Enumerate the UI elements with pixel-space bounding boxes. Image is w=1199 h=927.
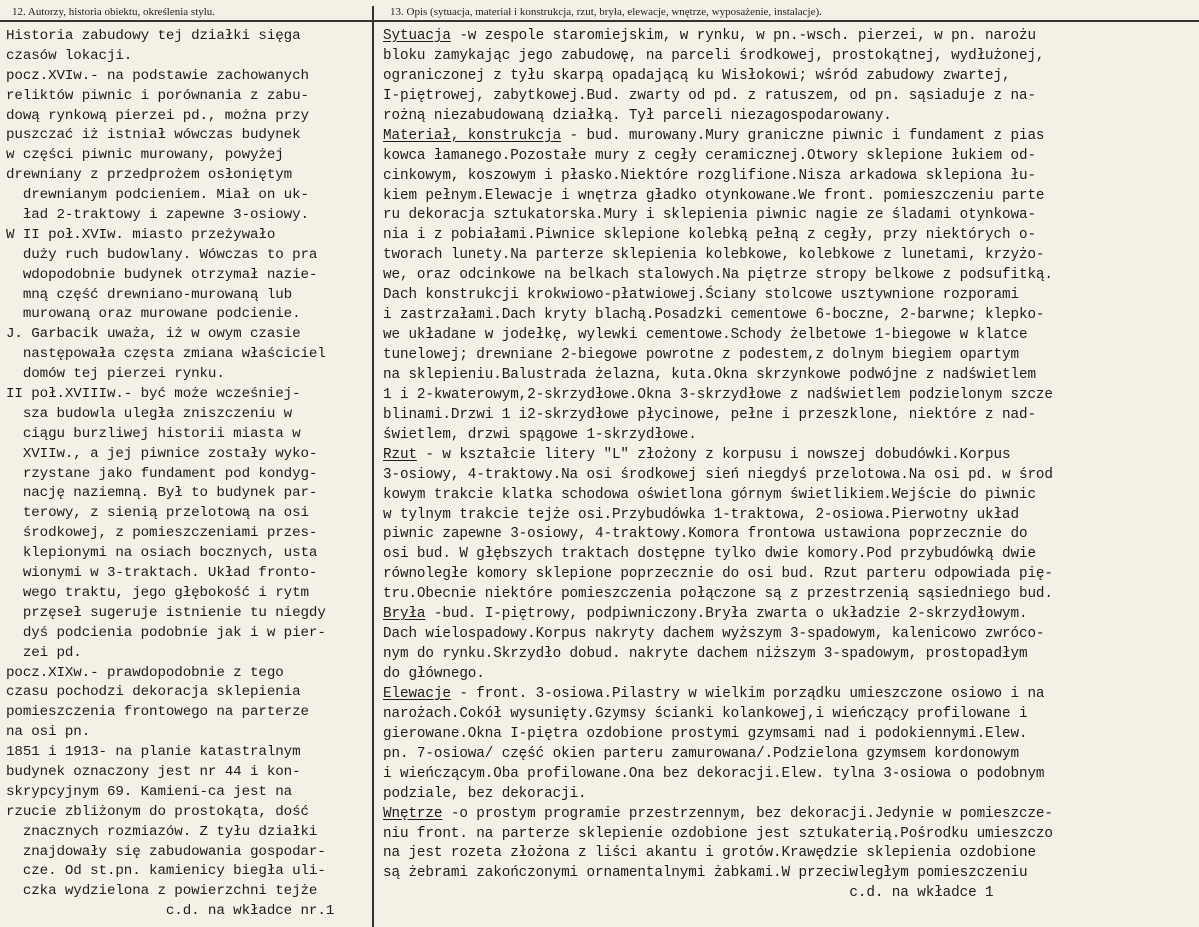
description-text: na jest rozeta złożona z liści akantu i grotów.Krawędzie sklepienia ozdobione	[383, 845, 1036, 862]
section-12-heading: 12. Autorzy, historia obiektu, określenia stylu.	[12, 6, 216, 18]
description-line	[383, 466, 1197, 486]
description-text: tru.Obecnie niektóre pomieszczenia połączone są z przestrzenią sąsiedniego bud.	[383, 586, 1053, 603]
description-line	[383, 27, 1197, 47]
description-text: podziale, bez dekoracji.	[383, 785, 587, 802]
description-line	[383, 346, 1197, 366]
description-text: narożach.Cokół wysunięty.Gzymsy ścianki kolankowej,i wieńczący profilowane i	[383, 705, 1028, 722]
description-line	[383, 246, 1197, 266]
history-line: c.d. na wkładce nr.1	[6, 903, 335, 920]
history-line: budynek oznaczony jest nr 44 i kon-	[6, 763, 301, 780]
description-text: Dach konstrukcji krokwiowo-płatwiowej.Ściany stolcowe usztywnione rozporami	[383, 287, 1019, 304]
history-line: XVIIw., a jej piwnice zostały wyko-	[6, 445, 318, 462]
history-line: duży ruch budowlany. Wówczas to pra	[6, 246, 318, 263]
history-line: II poł.XVIIIw.- być może wcześniej-	[6, 386, 301, 403]
history-line: wego traktu, jego głębokość i rytm	[6, 584, 309, 601]
history-line: rzystane jako fundament pod kondyg-	[6, 465, 318, 482]
description-line	[383, 107, 1197, 127]
description-text: nym do rynku.Skrzydło dobud. nakryte dachem niższym 3-spadowym, prostopadłym	[383, 646, 1028, 663]
history-line: murowaną oraz murowane podcienie.	[6, 306, 301, 323]
description-line	[383, 705, 1197, 725]
description-text: we, oraz odcinkowe na belkach stalowych.Na piętrze stropy belkowe z podsufitką.	[383, 267, 1053, 284]
history-line: W II poł.XVIw. miasto przeżywało	[6, 226, 276, 243]
description-line	[383, 386, 1197, 406]
description-text: Dach wielospadowy.Korpus nakryty dachem wyższym 3-spadowym, kalenicowo zwróco-	[383, 626, 1045, 643]
section-heading: Wnętrze	[383, 805, 443, 822]
description-line	[383, 525, 1197, 545]
description-text: kiem pełnym.Elewacje i wnętrza gładko otynkowane.We front. pomieszczeniu parte	[383, 187, 1045, 204]
column-divider	[372, 6, 374, 927]
description-line	[383, 266, 1197, 286]
history-line: znajdowały się zabudowania gospodar-	[6, 843, 326, 860]
description-line	[383, 585, 1197, 605]
description-line	[383, 486, 1197, 506]
history-line: sza budowla uległa zniszczeniu w	[6, 405, 293, 422]
header-rule	[0, 20, 1199, 22]
description-line	[383, 545, 1197, 565]
description-text: osi bud. W głębszych traktach dostępne tylko dwie komory.Pod przybudówką dwie	[383, 546, 1036, 563]
history-line: pocz.XIXw.- prawdopodobnie z tego	[6, 664, 284, 681]
description-line	[383, 745, 1197, 765]
description-text: równoległe komory sklepione poprzecznie do osi bud. Rzut parteru odpowiada pię-	[383, 566, 1053, 583]
description-line	[383, 725, 1197, 745]
description-text: bloku zamykając jego zabudowę, na parceli środkowej, prostokątnej, wydłużonej,	[383, 47, 1045, 64]
description-text: 1 i 2-kwaterowym,2-skrzydłowe.Okna 3-skrzydłowe z nadświetlem podzielonym szcze	[383, 386, 1053, 403]
history-line: dową rynkową pierzei pd., można przy	[6, 107, 309, 124]
history-line: skrypcyjnym 69. Kamieni-ca jest na	[6, 783, 293, 800]
history-line: środkowej, z pomieszczeniami przes-	[6, 525, 318, 542]
description-text: 3-osiowy, 4-traktowy.Na osi środkowej sień niegdyś przelotowa.Na osi pd. w środ	[383, 466, 1053, 483]
description-line	[383, 825, 1197, 845]
history-line: klepionymi na osiach bocznych, usta	[6, 545, 318, 562]
description-text: blinami.Drzwi 1 i2-skrzydłowe płycinowe, pełne i przeszklone, niektóre z nad-	[383, 406, 1036, 423]
description-text: piwnic zapewne 3-osiowy, 4-traktowy.Komora frontowa ustawiona poprzecznie do	[383, 526, 1028, 543]
description-line	[383, 864, 1197, 884]
history-line: puszczać iż istniał wówczas budynek	[6, 127, 301, 144]
description-line	[383, 147, 1197, 167]
description-text: i zastrzałami.Dach kryty blachą.Posadzki cementowe 6-boczne, 2-barwne; klepko-	[383, 307, 1045, 324]
description-text: są żebrami zakończonymi ornamentalnymi żabkami.W przeciwległym pomieszczeniu	[383, 865, 1028, 882]
description-line	[383, 506, 1197, 526]
description-text: i wieńczącym.Oba profilowane.Ona bez dekoracji.Elew. tylna 3-osiowa o podobnym	[383, 765, 1045, 782]
description-text: -w zespole staromiejskim, w rynku, w pn.-wsch. pierzei, w pn. narożu	[450, 28, 1036, 44]
description-line	[383, 366, 1197, 386]
history-line: dyś podcienia podobnie jak i w pier-	[6, 624, 326, 641]
description-line	[383, 87, 1197, 107]
description-text: - w kształcie litery "L" złożony z korpusu i nowszej dobudówki.Korpus	[416, 446, 1011, 463]
description-text: - bud. murowany.Mury graniczne piwnic i fundament z pias	[561, 127, 1045, 144]
section-13-heading: 13. Opis (sytuacja, materiał i konstrukcja, rzut, bryła, elewacje, wnętrze, wyposażenie, instalacje).	[390, 6, 822, 18]
description-line	[383, 47, 1197, 67]
history-line: w części piwnic murowany, powyżej	[6, 147, 284, 164]
description-line	[383, 605, 1197, 625]
description-text: cinkowym, koszowym i płasko.Niektóre rozglifione.Nisza arkadowa sklepiona łu-	[383, 167, 1036, 184]
description-text: - front. 3-osiowa.Pilastry w wielkim porządku umieszczone osiowo i na	[450, 685, 1045, 702]
description-text: do głównego.	[383, 666, 485, 682]
history-line: zei pd.	[6, 644, 82, 661]
section-heading: Elewacje	[383, 685, 451, 702]
description-line	[383, 127, 1197, 147]
description-line	[383, 406, 1197, 426]
description-line	[383, 206, 1197, 226]
description-line	[383, 685, 1197, 705]
description-line	[383, 844, 1197, 864]
description-text: rożną niezabudowaną działką. Tył parceli niezagospodarowany.	[383, 107, 892, 124]
history-line: terowy, z sienią przelotową na osi	[6, 505, 309, 522]
history-line: mną część drewniano-murowaną lub	[6, 286, 293, 303]
history-line: nację naziemną. Był to budynek par-	[6, 485, 318, 502]
description-text: niu front. na parterze sklepienie ozdobione jest sztukaterią.Pośrodku umieszczo	[383, 825, 1053, 842]
description-line	[383, 565, 1197, 585]
description-text: gierowane.Okna I-piętra ozdobione prostymi gzymsami nad i podokiennymi.Elew.	[383, 725, 1028, 742]
description-line	[383, 665, 1197, 685]
description-text: tunelowej; drewniane 2-biegowe powrotne z podestem,z dolnym biegiem opartym	[383, 347, 1019, 363]
description-column	[383, 27, 1197, 904]
description-line	[383, 625, 1197, 645]
description-text: c.d. na wkładce 1	[383, 885, 994, 902]
history-line: czka wydzielona z powierzchni tejże	[6, 883, 318, 900]
description-line	[383, 785, 1197, 805]
description-line	[383, 306, 1197, 326]
description-line	[383, 645, 1197, 665]
history-line: czasu pochodzi dekoracja sklepienia	[6, 684, 301, 701]
history-line: 1851 i 1913- na planie katastralnym	[6, 744, 301, 761]
section-heading: Rzut	[383, 446, 417, 463]
section-heading: Materiał, konstrukcja	[383, 127, 562, 144]
description-line	[383, 67, 1197, 87]
description-text: -o prostym programie przestrzennym, bez dekoracji.Jedynie w pomieszcze-	[442, 805, 1053, 822]
description-line	[383, 446, 1197, 466]
description-text: I-piętrowej, zabytkowej.Bud. zwarty od pd. z ratuszem, od pn. sąsiaduje z na-	[383, 87, 1036, 104]
description-text: ru dekoracja sztukatorska.Mury i sklepienia piwnic nagie ze śladami otynkowa-	[383, 207, 1036, 224]
section-heading: Bryła	[383, 606, 426, 623]
description-text: kowym trakcie klatka schodowa oświetlona górnym świetlikiem.Wejście do piwnic	[383, 486, 1036, 503]
history-line: Historia zabudowy tej działki sięga	[6, 28, 301, 44]
description-text: we układane w jodełkę, wylewki cementowe.Schody żelbetowe 1-biegowe w klatce	[383, 327, 1028, 344]
description-text: kowca łamanego.Pozostałe mury z cegły ceramicznej.Otwory sklepione łukiem od-	[383, 147, 1036, 164]
description-line	[383, 226, 1197, 246]
history-line: J. Garbacik uważa, iż w owym czasie	[6, 326, 301, 343]
description-line	[383, 187, 1197, 207]
history-line: rzucie zbliżonym do prostokąta, dość	[6, 803, 309, 820]
history-line: drewniany z przedprożem osłoniętym	[6, 167, 293, 184]
description-line	[383, 167, 1197, 187]
description-text: -bud. I-piętrowy, podpiwniczony.Bryła zwarta o układzie 2-skrzydłowym.	[425, 606, 1028, 623]
history-line: ład 2-traktowy i zapewne 3-osiowy.	[6, 207, 309, 224]
description-line	[383, 286, 1197, 306]
history-line: znacznych rozmiazów. Z tyłu działki	[6, 823, 318, 840]
history-line: pocz.XVIw.- na podstawie zachowanych	[6, 67, 309, 84]
description-line	[383, 426, 1197, 446]
description-text: pn. 7-osiowa/ część okien parteru zamurowana/.Podzielona gzymsem kordonowym	[383, 745, 1019, 762]
history-line: przęseł sugeruje istnienie tu niegdy	[6, 604, 326, 621]
history-line: na osi pn.	[6, 724, 91, 741]
description-text: tworach lunety.Na parterze sklepienia kolebkowe, kolebkowe z lunetami, krzyżo-	[383, 247, 1045, 264]
description-text: nia i z pobiałami.Piwnice sklepione kolebką pełną z cegły, przy niektórych o-	[383, 227, 1036, 244]
history-line: pomieszczenia frontowego na parterze	[6, 704, 309, 721]
history-line: ciągu burzliwej historii miasta w	[6, 425, 301, 442]
description-text: ograniczonej z tyłu skarpą opadającą ku Wisłokowi; wśród zabudowy zwartej,	[383, 67, 1011, 84]
history-line: wionymi w 3-traktach. Układ fronto-	[6, 565, 318, 582]
description-line	[383, 805, 1197, 825]
history-line: drewnianym podcieniem. Miał on uk-	[6, 187, 309, 204]
history-line: następowała częsta zmiana właściciel	[6, 346, 326, 363]
history-line: czasów lokacji.	[6, 47, 133, 64]
history-line: cze. Od st.pn. kamienicy biegła uli-	[6, 863, 326, 880]
description-text: na sklepieniu.Balustrada żelazna, kuta.Okna skrzynkowe podwójne z nadświetlem	[383, 366, 1036, 383]
description-text: świetlem, drzwi spągowe 1-skrzydłowe.	[383, 426, 697, 443]
description-line	[383, 884, 1197, 904]
description-text: w tylnym trakcie tejże osi.Przybudówka 1-traktowa, 2-osiowa.Pierwotny układ	[383, 506, 1019, 523]
section-heading: Sytuacja	[383, 28, 451, 44]
history-line: wdopodobnie budynek otrzymał nazie-	[6, 266, 318, 283]
history-line: reliktów piwnic i porównania z zabu-	[6, 87, 309, 104]
history-line: domów tej pierzei rynku.	[6, 366, 225, 383]
description-line	[383, 326, 1197, 346]
history-column	[6, 27, 370, 922]
description-line	[383, 765, 1197, 785]
